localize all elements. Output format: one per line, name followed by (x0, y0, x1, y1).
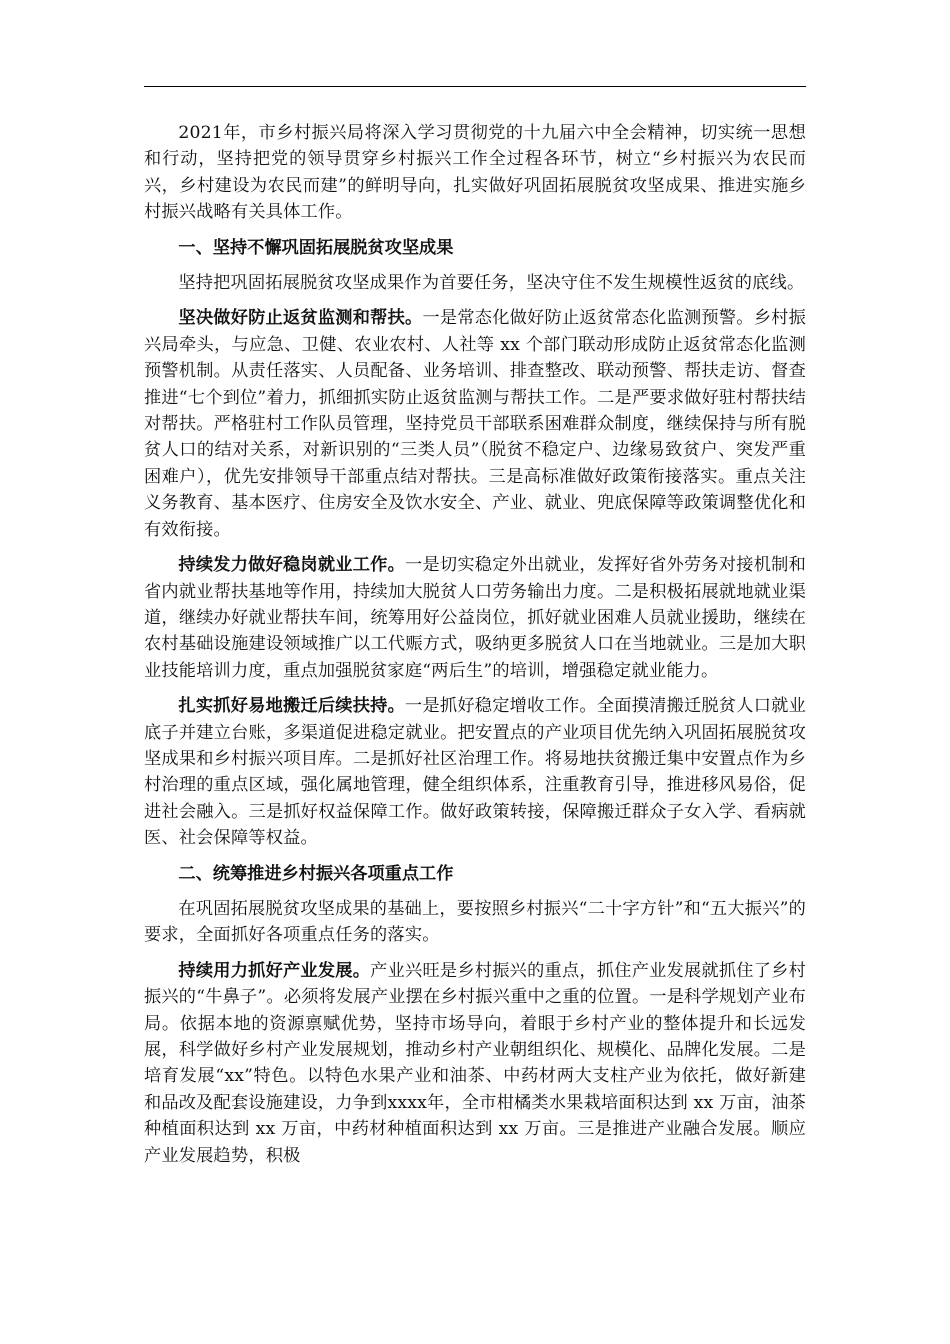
paragraph-text: 在巩固拓展脱贫攻坚成果的基础上，要按照乡村振兴“二十字方针”和“五大振兴”的要求，全面抓好各项重点任务的落实。 (144, 898, 807, 946)
paragraph-text: 一是切实稳定外出就业，发挥好省外劳务对接机制和省内就业帮扶基地等作用，持续加大脱贫人口劳务输出力度。二是积极拓展就地就业渠道，继续办好就业帮扶车间，统筹用好公益岗位，抓好就业困难人员就业援助，继续在农村基础设施建设领域推广以工代赈方式，吸纳更多脱贫人口在当地就业。三是加大职业技能培训力度，重点加强脱贫家庭“两后生”的培训，增强稳定就业能力。 (144, 555, 806, 681)
paragraph-lead: 扎实抓好易地搬迁后续扶持。 (178, 696, 406, 717)
paragraph-monitoring (144, 305, 806, 543)
paragraph-text: 一是常态化做好防止返贫常态化监测预警。乡村振兴局牵头，与应急、卫健、农业农村、人社等 xx 个部门联动形成防止返贫常态化监测预警机制。从责任落实、人员配备、业务培训、排查整改、联动预警、帮扶走访、督查推进“七个到位”着力，抓细抓实防止返贫监测与帮扶工作。二是严要求做好驻村帮扶结对帮扶。严格驻村工作队员管理，坚持党员干部联系困难群众制度，继续保持与所有脱贫人口的结对关系，对新识别的“三类人员”（脱贫不稳定户、边缘易致贫户、突发严重困难户），优先安排领导干部重点结对帮扶。三是高标准做好政策衔接落实。重点关注义务教育、基本医疗、住房安全及饮水安全、产业、就业、兜底保障等政策调整优化和有效衔接。 (144, 308, 806, 540)
paragraph-section2-intro (144, 896, 806, 949)
paragraph-employment (144, 552, 806, 684)
section-heading-1: 一、坚持不懈巩固拓展脱贫攻坚成果 (178, 237, 454, 258)
header-rule (144, 86, 806, 87)
section-heading-2: 二、统筹推进乡村振兴各项重点工作 (178, 863, 454, 884)
paragraph-text: 2021年，市乡村振兴局将深入学习贯彻党的十九届六中全会精神，切实统一思想和行动，坚持把党的领导贯穿乡村振兴工作全过程各环节，树立“乡村振兴为农民而兴，乡村建设为农民而建”的鲜明导向，扎实做好巩固拓展脱贫攻坚成果、推进实施乡村振兴战略有关具体工作。 (144, 123, 806, 223)
paragraph-lead: 坚决做好防止返贫监测和帮扶。 (178, 308, 423, 329)
document-body (144, 120, 806, 1178)
paragraph-text: 一是抓好稳定增收工作。全面摸清搬迁脱贫人口就业底子并建立台账，多渠道促进稳定就业。把安置点的产业项目优先纳入巩固拓展脱贫攻坚成果和乡村振兴项目库。二是抓好社区治理工作。将易地扶贫搬迁集中安置点作为乡村治理的重点区域，强化属地管理，健全组织体系，注重教育引导，推进移风易俗，促进社会融入。三是抓好权益保障工作。做好政策转接，保障搬迁群众子女入学、看病就医、社会保障等权益。 (144, 696, 806, 849)
paragraph-text: 坚持把巩固拓展脱贫攻坚成果作为首要任务，坚决守住不发生规模性返贫的底线。 (178, 273, 805, 294)
paragraph-section1-intro (144, 270, 806, 296)
paragraph-relocation (144, 693, 806, 851)
paragraph-text: 产业兴旺是乡村振兴的重点，抓住产业发展就抓住了乡村振兴的“牛鼻子”。必须将发展产业摆在乡村振兴重中之重的位置。一是科学规划产业布局。依据本地的资源禀赋优势，坚持市场导向，着眼于乡村产业的整体提升和长远发展，科学做好乡村产业发展规划，推动乡村产业朝组织化、规模化、品牌化发展。二是培育发展“xx”特色。以特色水果产业和油茶、中药材两大支柱产业为依托，做好新建和品改及配套设施建设，力争到xxxx年，全市柑橘类水果栽培面积达到 xx 万亩，油茶种植面积达到 xx 万亩，中药材种植面积达到 xx 万亩。三是推进产业融合发展。顺应产业发展趋势，积极 (144, 960, 806, 1166)
paragraph-lead: 持续用力抓好产业发展。 (178, 960, 371, 981)
paragraph-intro (144, 120, 806, 226)
paragraph-industry (144, 958, 806, 1169)
paragraph-lead: 持续发力做好稳岗就业工作。 (178, 555, 406, 576)
